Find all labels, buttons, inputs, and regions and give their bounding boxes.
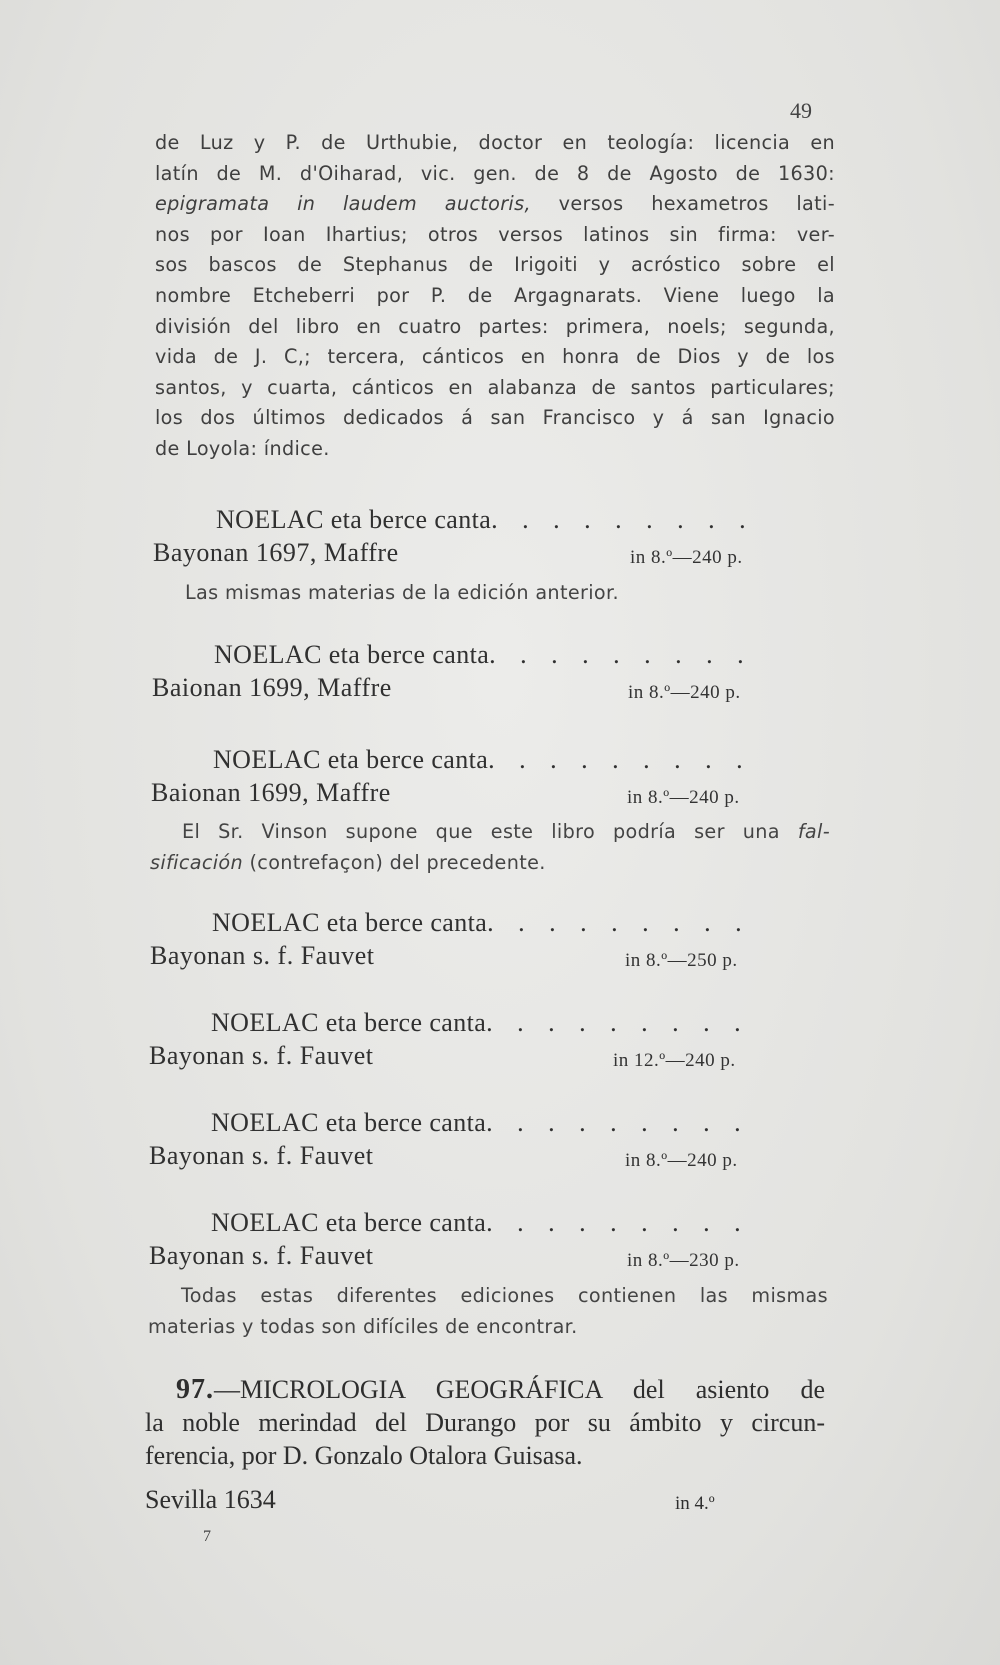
entry-title-dots: . . . . . . . . . xyxy=(488,745,752,774)
intro-paragraph xyxy=(155,128,835,465)
entry-title xyxy=(216,505,755,535)
note-text: (contrefaçon) del precedente. xyxy=(249,850,546,874)
entry-format: in 8.º—240 p. xyxy=(630,547,743,568)
entry-title-dots: . . . . . . . . . xyxy=(486,1108,750,1137)
entry-title xyxy=(211,1108,750,1138)
intro-italic-phrase: epigramata in laudem auctoris, xyxy=(155,192,531,216)
entry-title-dots: . . . . . . . . . xyxy=(487,908,751,937)
entry-imprint: Bayonan 1697, Maffre xyxy=(153,538,399,567)
note-line: Las mismas materias de la edición anterior. xyxy=(185,581,619,604)
entry-title-text: NOELAC eta berce canta xyxy=(214,640,490,669)
note-italic: fal- xyxy=(797,820,830,843)
entry-imprint: Baionan 1699, Maffre xyxy=(151,778,391,807)
note-italic: sificación xyxy=(150,850,244,874)
entry-title xyxy=(212,908,751,938)
intro-line: de Loyola: índice. xyxy=(155,436,330,460)
entry-note xyxy=(148,1281,828,1342)
note-line xyxy=(150,848,830,879)
entry-title-text: NOELAC eta berce canta xyxy=(211,1008,487,1037)
note-text: El Sr. Vinson supone que este libro podría ser una xyxy=(182,820,780,843)
entry-note xyxy=(150,817,830,878)
signature-mark: 7 xyxy=(203,1528,211,1545)
entry-title-dots: . . . . . . . . . xyxy=(491,505,755,534)
entry-format: in 8.º—240 p. xyxy=(627,787,740,808)
entry-title xyxy=(213,745,752,775)
intro-line: nombre Etcheberri por P. de Argagnarats. Viene luego la xyxy=(155,283,835,307)
entry-title-dots: . . . . . . . . . xyxy=(489,640,753,669)
intro-line: vida de J. C,; tercera, cánticos en honra de Dios y de los xyxy=(155,345,835,369)
entry-format: in 8.º—250 p. xyxy=(625,950,738,971)
entry-title-dots: . . . . . . . . . xyxy=(486,1008,750,1037)
note-line: Todas estas diferentes ediciones contienen las mismas xyxy=(181,1284,828,1307)
entry-imprint: Bayonan s. f. Fauvet xyxy=(149,1041,374,1070)
entry-format: in 8.º—240 p. xyxy=(628,682,741,703)
entry-title-text: NOELAC eta berce canta xyxy=(212,908,488,937)
entry-97 xyxy=(145,1373,825,1472)
note-line: materias y todas son difíciles de encontrar. xyxy=(148,1314,578,1338)
intro-line: sos bascos de Stephanus de Irigoiti y acróstico sobre el xyxy=(155,253,835,277)
page-number: 49 xyxy=(790,98,812,123)
intro-line xyxy=(155,189,835,220)
entry-title xyxy=(211,1008,750,1038)
entry-format: in 12.º—240 p. xyxy=(613,1050,736,1071)
entry-title-text: NOELAC eta berce canta xyxy=(211,1208,487,1237)
note-line xyxy=(150,817,830,848)
entry-dash: — xyxy=(214,1375,240,1404)
entry-97-title: MICROLOGIA GEOGRÁFICA del asiento de xyxy=(240,1375,825,1404)
intro-line: santos, y cuarta, cánticos en alabanza de santos particulares; xyxy=(155,375,835,399)
intro-line: los dos últimos dedicados á san Francisco y á san Ignacio xyxy=(155,406,835,430)
entry-97-format: in 4.º xyxy=(675,1493,715,1514)
intro-line: latín de M. d'Oiharad, vic. gen. de 8 de Agosto de 1630: xyxy=(155,161,835,185)
entry-title-text: NOELAC eta berce canta xyxy=(213,745,489,774)
entry-title xyxy=(214,640,753,670)
entry-number: 97. xyxy=(176,1374,214,1405)
entry-97-line: ferencia, por D. Gonzalo Otalora Guisasa. xyxy=(145,1441,583,1470)
entry-format: in 8.º—230 p. xyxy=(627,1250,740,1271)
entry-97-line xyxy=(145,1373,825,1406)
entry-imprint: Bayonan s. f. Fauvet xyxy=(149,1241,374,1270)
entry-imprint: Bayonan s. f. Fauvet xyxy=(149,1141,374,1170)
intro-line: nos por Ioan Ihartius; otros versos latinos sin firma: ver- xyxy=(155,222,835,246)
intro-line-rest: versos hexametros lati- xyxy=(530,192,835,216)
entry-imprint: Bayonan s. f. Fauvet xyxy=(150,941,375,970)
entry-title-text: NOELAC eta berce canta xyxy=(216,505,492,534)
entry-note xyxy=(185,578,865,609)
intro-line: de Luz y P. de Urthubie, doctor en teología: licencia en xyxy=(155,131,835,154)
entry-format: in 8.º—240 p. xyxy=(625,1150,738,1171)
entry-97-imprint: Sevilla 1634 xyxy=(145,1485,276,1514)
entry-97-imprint-line xyxy=(145,1485,825,1515)
entry-title xyxy=(211,1208,750,1238)
entry-97-line: la noble merindad del Durango por su ámbito y circun- xyxy=(145,1408,825,1437)
entry-title-dots: . . . . . . . . . xyxy=(486,1208,750,1237)
entry-imprint: Baionan 1699, Maffre xyxy=(152,673,392,702)
entry-title-text: NOELAC eta berce canta xyxy=(211,1108,487,1137)
intro-line: división del libro en cuatro partes: primera, noels; segunda, xyxy=(155,314,835,338)
